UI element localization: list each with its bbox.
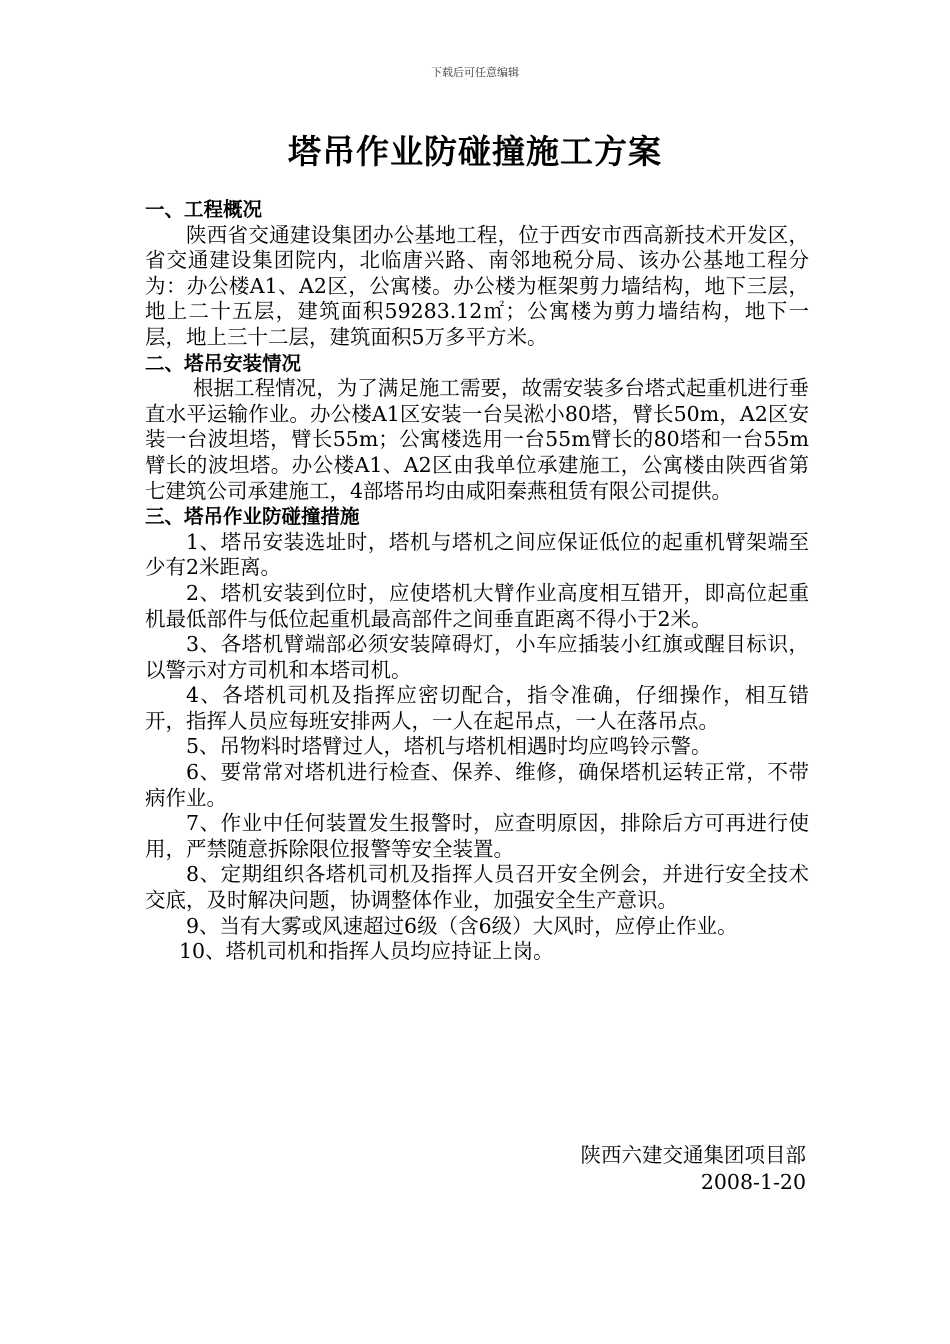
measure-item: 2、塔机安装到位时，应使塔机大臂作业高度相互错开，即高位起重机最低部件与低位起重机最高部件之间垂直距离不得小于2米。 [145, 580, 809, 631]
measure-item: 10、塔机司机和指挥人员均应持证上岗。 [179, 939, 554, 964]
measure-item: 3、各塔机臂端部必须安装障碍灯，小车应插装小红旗或醒目标识，以警示对方司机和本塔司机。 [145, 632, 809, 682]
measure-item: 4、各塔机司机及指挥应密切配合，指令准确，仔细操作，相互错开，指挥人员应每班安排两人，一人在起吊点，一人在落吊点。 [145, 683, 809, 733]
section-heading-measures: 三、塔吊作业防碰撞措施 [145, 505, 360, 529]
installation-paragraph: 根据工程情况，为了满足施工需要，故需安装多台塔式起重机进行垂直水平运输作业。办公楼A1区安装一台吴淞小80塔，臂长50m，A2区安装一台波坦塔，臂长55m；公寓楼选用一台55m臂长的80塔和一台55m臂长的波坦塔。办公楼A1、A2区由我单位承建施工，公寓楼由陕西省第七建筑公司承建施工，4部塔吊均由咸阳秦燕租赁有限公司提供。 [145, 376, 809, 503]
document-body [145, 197, 809, 965]
measure-item: 1、塔吊安装选址时，塔机与塔机之间应保证低位的起重机臂架端至少有2米距离。 [145, 529, 809, 580]
document-title: 塔吊作业防碰撞施工方案 [288, 132, 662, 171]
measure-item: 7、作业中任何装置发生报警时，应查明原因，排除后方可再进行使用，严禁随意拆除限位报警等安全装置。 [145, 811, 809, 861]
measure-item: 8、定期组织各塔机司机及指挥人员召开安全例会，并进行安全技术交底，及时解决问题，协调整体作业，加强安全生产意识。 [145, 862, 809, 913]
measure-item: 5、吊物料时塔臂过人，塔机与塔机相遇时均应鸣铃示警。 [186, 734, 712, 759]
measure-item: 9、当有大雾或风速超过6级（含6级）大风时，应停止作业。 [186, 913, 738, 938]
section-heading-installation: 二、塔吊安装情况 [145, 351, 302, 375]
signature-organization: 陕西六建交通集团项目部 [580, 1143, 806, 1167]
measure-item: 6、要常常对塔机进行检查、保养、维修，确保塔机运转正常，不带病作业。 [145, 760, 809, 810]
section-heading-overview: 一、工程概况 [145, 198, 263, 221]
overview-paragraph: 陕西省交通建设集团办公基地工程，位于西安市西高新技术开发区，省交通建设集团院内，北临唐兴路、南邻地税分局、该办公基地工程分为：办公楼A1、A2区，公寓楼。办公楼为框架剪力墙结构，地下三层，地上二十五层，建筑面积59283.12㎡；公寓楼为剪力墙结构，地下一层，地上三十二层，建筑面积5万多平方米。 [145, 222, 809, 349]
signature-block [581, 1142, 807, 1196]
page-header: 下载后可任意编辑 [431, 66, 519, 79]
signature-date: 2008-1-20 [700, 1170, 806, 1194]
